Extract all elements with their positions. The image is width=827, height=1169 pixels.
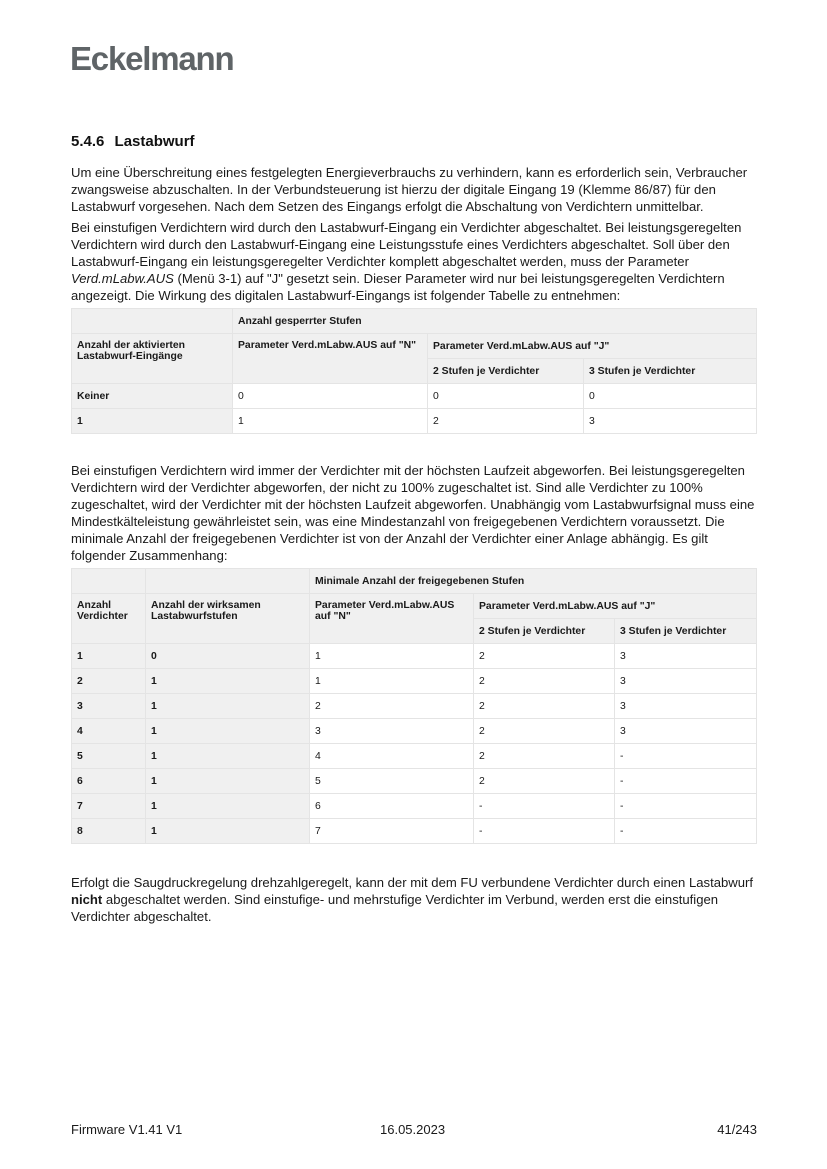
table-row [72, 769, 757, 794]
group-header: Anzahl gesperrter Stufen [233, 309, 757, 334]
table-row [72, 694, 757, 719]
cell-n: 1 [310, 644, 474, 669]
paragraph-parameter [71, 219, 757, 304]
cell-stages: 1 [146, 694, 310, 719]
table-row [72, 644, 757, 669]
cell-j3: 3 [584, 409, 757, 434]
paragraph-priority: Bei einstufigen Verdichtern wird immer der Verdichter mit der höchsten Laufzeit abgeworfen. Bei leistungsgeregelten Verdichtern wird der Verdichter abgeworfen, der nicht zu 100% zugeschaltet ist. Sind alle Verdichter zu 100% zugeschaltet, wird der Verdichter mit der höchsten Laufzeit abgeworfen. Unabhängig vom Lastabwurfsignal muss eine Mindestkälteleistung gewährleistet sein, was eine Mindestanzahl von freigegebenen Verdichtern voraussetzt. Die minimale Anzahl der freigegebenen Verdichter ist von der Anzahl der Verdichter einer Anlage abhängig. Es gilt folgender Zusammenhang: [71, 463, 755, 563]
footer-page-number: 41/243 [717, 1122, 757, 1137]
cell-n: 1 [310, 669, 474, 694]
table-header-row [72, 569, 757, 594]
cell-count: 1 [72, 644, 146, 669]
cell-stages: 1 [146, 769, 310, 794]
cell-j3: 3 [615, 719, 757, 744]
column-header-j: Parameter Verd.mLabw.AUS auf "J" [474, 594, 757, 619]
column-header-j3: 3 Stufen je Verdichter [584, 359, 757, 384]
cell-j3: 3 [615, 669, 757, 694]
section-title: Lastabwurf [114, 133, 195, 150]
row-header-label: Anzahl der aktivierten Lastabwurf-Eingänge [72, 334, 233, 384]
cell-j2: - [474, 819, 615, 844]
footer-firmware: Firmware V1.41 V1 [71, 1122, 183, 1137]
cell-count: 7 [72, 794, 146, 819]
text-run: Erfolgt die Saugdruckregelung drehzahlgeregelt, kann der mit dem FU verbundene Verdichter durch einen Lastabwurf [71, 875, 754, 890]
paragraph-note [71, 874, 757, 925]
table-row [72, 384, 757, 409]
table-header-row [72, 334, 757, 359]
cell-j2: - [474, 794, 615, 819]
cell-stages: 1 [146, 819, 310, 844]
table-row [72, 819, 757, 844]
empty-header-cell [146, 569, 310, 594]
table-body [72, 644, 757, 844]
column-header-n: Parameter Verd.mLabw.AUS auf "N" [233, 334, 428, 384]
cell-j3: - [615, 819, 757, 844]
text-run: abgeschaltet werden. Sind einstufige- und mehrstufige Verdichter im Verbund, werden erst die einstufigen Verdichter abgeschaltet. [71, 892, 719, 924]
table-row [72, 744, 757, 769]
cell-count: 3 [72, 694, 146, 719]
cell-j2: 2 [474, 644, 615, 669]
table-row [72, 719, 757, 744]
cell-j2: 2 [474, 719, 615, 744]
column-header-count: Anzahl Verdichter [72, 594, 146, 644]
footer-date: 16.05.2023 [380, 1122, 446, 1137]
cell-n: 5 [310, 769, 474, 794]
cell-n: 2 [310, 694, 474, 719]
cell-n: 6 [310, 794, 474, 819]
cell-n: 4 [310, 744, 474, 769]
cell-j3: 3 [615, 644, 757, 669]
table-row [72, 669, 757, 694]
cell-stages: 0 [146, 644, 310, 669]
column-header-j2: 2 Stufen je Verdichter [474, 619, 615, 644]
table-header-row [72, 309, 757, 334]
cell-stages: 1 [146, 719, 310, 744]
cell-j3: - [615, 769, 757, 794]
cell-j3: 3 [615, 694, 757, 719]
text-run: Bei einstufigen Verdichtern wird durch den Lastabwurf-Eingang ein Verdichter abgeschaltet. Bei leistungsgeregelten Verdichtern wird durch den Lastabwurf-Eingang eine Leistungsstufe eines Verdichters abgeschaltet. Soll über den Lastabwurf-Eingang ein leistungsgeregelter Verdichter komplett abgeschaltet werden, muss der Parameter [71, 220, 742, 269]
text-run: (Menü 3-1) auf "J" gesetzt sein. Dieser Parameter wird nur bei leistungsgeregelten Verdichtern angezeigt. Die Wirkung des digitalen Lastabwurf-Eingangs ist folgender Tabelle zu entnehmen: [71, 271, 725, 303]
parameter-name: Verd.mLabw.AUS [71, 271, 174, 286]
cell-n: 3 [310, 719, 474, 744]
cell-j2: 0 [428, 384, 584, 409]
eckelmann-logo: Eckelmann [70, 40, 234, 77]
row-label: Keiner [72, 384, 233, 409]
column-header-j: Parameter Verd.mLabw.AUS auf "J" [428, 334, 757, 359]
cell-count: 2 [72, 669, 146, 694]
cell-count: 6 [72, 769, 146, 794]
column-header-j2: 2 Stufen je Verdichter [428, 359, 584, 384]
paragraph-intro: Um eine Überschreitung eines festgelegten Energieverbrauchs zu verhindern, kann es erforderlich sein, Verbraucher zwangsweise abzuschalten. In der Verbundsteuerung ist hierzu der digitale Eingang 19 (Klemme 86/87) für den Lastabwurf vorgesehen. Nach dem Setzen des Eingangs erfolgt die Abschaltung von Verdichtern unmittelbar. [71, 165, 748, 214]
cell-stages: 1 [146, 794, 310, 819]
cell-stages: 1 [146, 669, 310, 694]
cell-count: 5 [72, 744, 146, 769]
emphasis-text: nicht [71, 892, 103, 907]
cell-stages: 1 [146, 744, 310, 769]
empty-header-cell [72, 309, 233, 334]
column-header-stages: Anzahl der wirksamen Lastabwurfstufen [146, 594, 310, 644]
cell-j3: - [615, 794, 757, 819]
section-heading [71, 133, 757, 150]
cell-count: 8 [72, 819, 146, 844]
cell-n: 1 [233, 409, 428, 434]
table-row [72, 409, 757, 434]
min-released-stages-table [71, 568, 757, 844]
empty-header-cell [72, 569, 146, 594]
column-header-n: Parameter Verd.mLabw.AUS auf "N" [310, 594, 474, 644]
group-header: Minimale Anzahl der freigegebenen Stufen [310, 569, 757, 594]
column-header-j3: 3 Stufen je Verdichter [615, 619, 757, 644]
section-number: 5.4.6 [71, 133, 105, 150]
cell-n: 7 [310, 819, 474, 844]
cell-j2: 2 [474, 669, 615, 694]
cell-j2: 2 [428, 409, 584, 434]
cell-j2: 2 [474, 769, 615, 794]
page-content [71, 133, 757, 929]
cell-n: 0 [233, 384, 428, 409]
cell-count: 4 [72, 719, 146, 744]
cell-j3: 0 [584, 384, 757, 409]
cell-j3: - [615, 744, 757, 769]
cell-j2: 2 [474, 744, 615, 769]
cell-j2: 2 [474, 694, 615, 719]
table-header-row [72, 594, 757, 619]
table-row [72, 794, 757, 819]
blocked-stages-table [71, 308, 757, 434]
row-label: 1 [72, 409, 233, 434]
